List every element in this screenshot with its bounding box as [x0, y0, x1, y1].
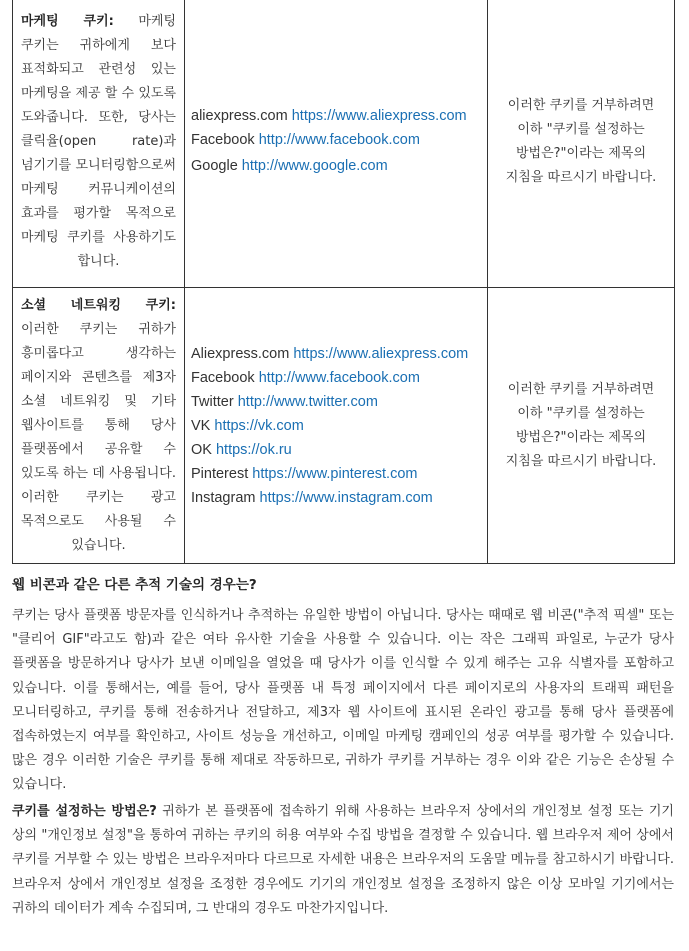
service-item: [191, 438, 481, 462]
service-list: [185, 342, 487, 510]
service-name: Facebook: [191, 369, 255, 386]
service-item: [191, 366, 481, 390]
service-name: Aliexpress.com: [191, 345, 290, 362]
service-list: [185, 104, 487, 181]
service-link[interactable]: http://www.facebook.com: [258, 369, 420, 386]
service-item: [191, 342, 481, 366]
service-item: [191, 462, 481, 486]
cookie-settings-paragraph: [12, 800, 674, 921]
service-name: aliexpress.com: [191, 107, 288, 124]
instruction-cell: [488, 0, 675, 288]
service-link[interactable]: https://www.aliexpress.com: [291, 107, 467, 124]
service-item: [191, 486, 481, 510]
service-link[interactable]: http://www.google.com: [241, 157, 388, 174]
service-name: Twitter: [191, 393, 234, 410]
instruction-cell: [488, 288, 675, 564]
service-link[interactable]: http://www.twitter.com: [237, 393, 378, 410]
service-link[interactable]: https://www.pinterest.com: [252, 465, 418, 482]
cookie-description-text: 마케팅 쿠키는 귀하에게 보다 표적화되고 관련성 있는 마케팅을 제공 할 수 있도록 도와줍니다. 또한, 당사는 클릭율(open rate)과 넘기기를 모니터링함으로써 마케팅 커뮤니케이션의 효과를 평가할 목적으로 마케팅 쿠키를 사용하기도 합니다.: [21, 14, 177, 269]
service-name: Pinterest: [191, 465, 249, 482]
cookie-type-title: 마케팅 쿠키:: [21, 14, 114, 29]
cookie-table: [12, 0, 675, 564]
table-row-marketing: [13, 0, 675, 288]
service-name: VK: [191, 417, 211, 434]
service-name: Instagram: [191, 489, 256, 506]
cookie-description-text: 이러한 쿠키는 귀하가 흥미롭다고 생각하는 페이지와 콘텐츠를 제3자 소셜 네트워킹 및 기타 웹사이트를 통해 당사 플랫폼에서 공유할 수 있도록 하는 데 사용됩니다. 이러한 쿠키는 광고 목적으로도 사용될 수 있습니다.: [21, 321, 176, 553]
cookie-settings-text: 귀하가 본 플랫폼에 접속하기 위해 사용하는 브라우저 상에서의 개인정보 설정 또는 기기 상의 "개인정보 설정"을 통하여 귀하는 쿠키의 허용 여부와 수집 방법을 결정할 수 있습니다. 웹 브라우저 제어 상에서 쿠키를 거부할 수 있는 방법은 브라우저마다 다르므로 자세한 내용은 브라우저의 도움말 메뉴를 참고하시기 바랍니다. 브라우저 상에서 개인정보 설정을 조정한 경우에도 기기의 개인정보 설정을 조정하지 않은 이상 모바일 기기에서는 귀하의 데이터가 계속 수집되며, 그 반대의 경우도 마찬가지입니다.: [12, 804, 674, 916]
service-link[interactable]: https://www.aliexpress.com: [293, 345, 469, 362]
service-item: [191, 414, 481, 438]
cookie-type-title: 소셜 네트워킹 쿠키:: [21, 297, 176, 313]
service-name: Google: [191, 157, 238, 174]
cookie-description: [13, 10, 184, 274]
service-link[interactable]: https://ok.ru: [215, 441, 292, 458]
services-cell: [185, 288, 488, 564]
service-link[interactable]: https://www.instagram.com: [259, 489, 433, 506]
service-name: Facebook: [191, 131, 255, 148]
cookie-settings-title: 쿠키를 설정하는 방법은?: [12, 804, 157, 819]
service-item: [191, 104, 481, 128]
service-item: [191, 128, 481, 152]
refuse-instruction: 이러한 쿠키를 거부하려면 이하 "쿠키를 설정하는 방법은?"이라는 제목의 지침을 따르시기 바랍니다.: [505, 98, 657, 185]
section-heading: 웹 비콘과 같은 다른 추적 기술의 경우는?: [12, 577, 257, 593]
service-item: [191, 152, 481, 181]
cookie-description: [13, 294, 184, 558]
table-row-social: [13, 288, 675, 564]
service-item: [191, 390, 481, 414]
service-link[interactable]: http://www.facebook.com: [258, 131, 420, 148]
web-beacon-paragraph: 쿠키는 당사 플랫폼 방문자를 인식하거나 추적하는 유일한 방법이 아닙니다. 당사는 때때로 웹 비콘("추적 픽셀" 또는 "클리어 GIF"라고도 함)과 같은 여타 유사한 기술을 사용할 수 있습니다. 이는 작은 그래픽 파일로, 누군가 당사 플랫폼을 방문하거나 당사가 보낸 이메일을 열었을 때 당사가 이를 인식할 수 있게 해주는 고유 식별자를 포함하고 있습니다. 이를 통해서는, 예를 들어, 당사 플랫폼 내 특정 페이지에서 다른 페이지로의 사용자의 트래픽 패턴을 모니터링하고, 쿠키를 통해 전송하거나 전달하고, 제3자 웹 사이트에 표시된 온라인 광고를 통해 당사 플랫폼에 접속하였는지 여부를 확인하고, 사이트 성능을 개선하고, 이메일 마케팅 캠페인의 성공 여부를 평가할 수 있습니다. 많은 경우 이러한 기술은 쿠키를 통해 제대로 작동하므로, 귀하가 쿠키를 거부하는 경우 이와 같은 기능은 손상될 수 있습니다.: [12, 608, 674, 793]
refuse-instruction: 이러한 쿠키를 거부하려면 이하 "쿠키를 설정하는 방법은?"이라는 제목의 지침을 따르시기 바랍니다.: [505, 381, 657, 469]
services-cell: [185, 0, 488, 288]
service-link[interactable]: https://vk.com: [214, 417, 304, 434]
cookie-description-cell: [13, 0, 185, 288]
cookie-description-cell: [13, 288, 185, 564]
service-name: OK: [191, 441, 212, 458]
